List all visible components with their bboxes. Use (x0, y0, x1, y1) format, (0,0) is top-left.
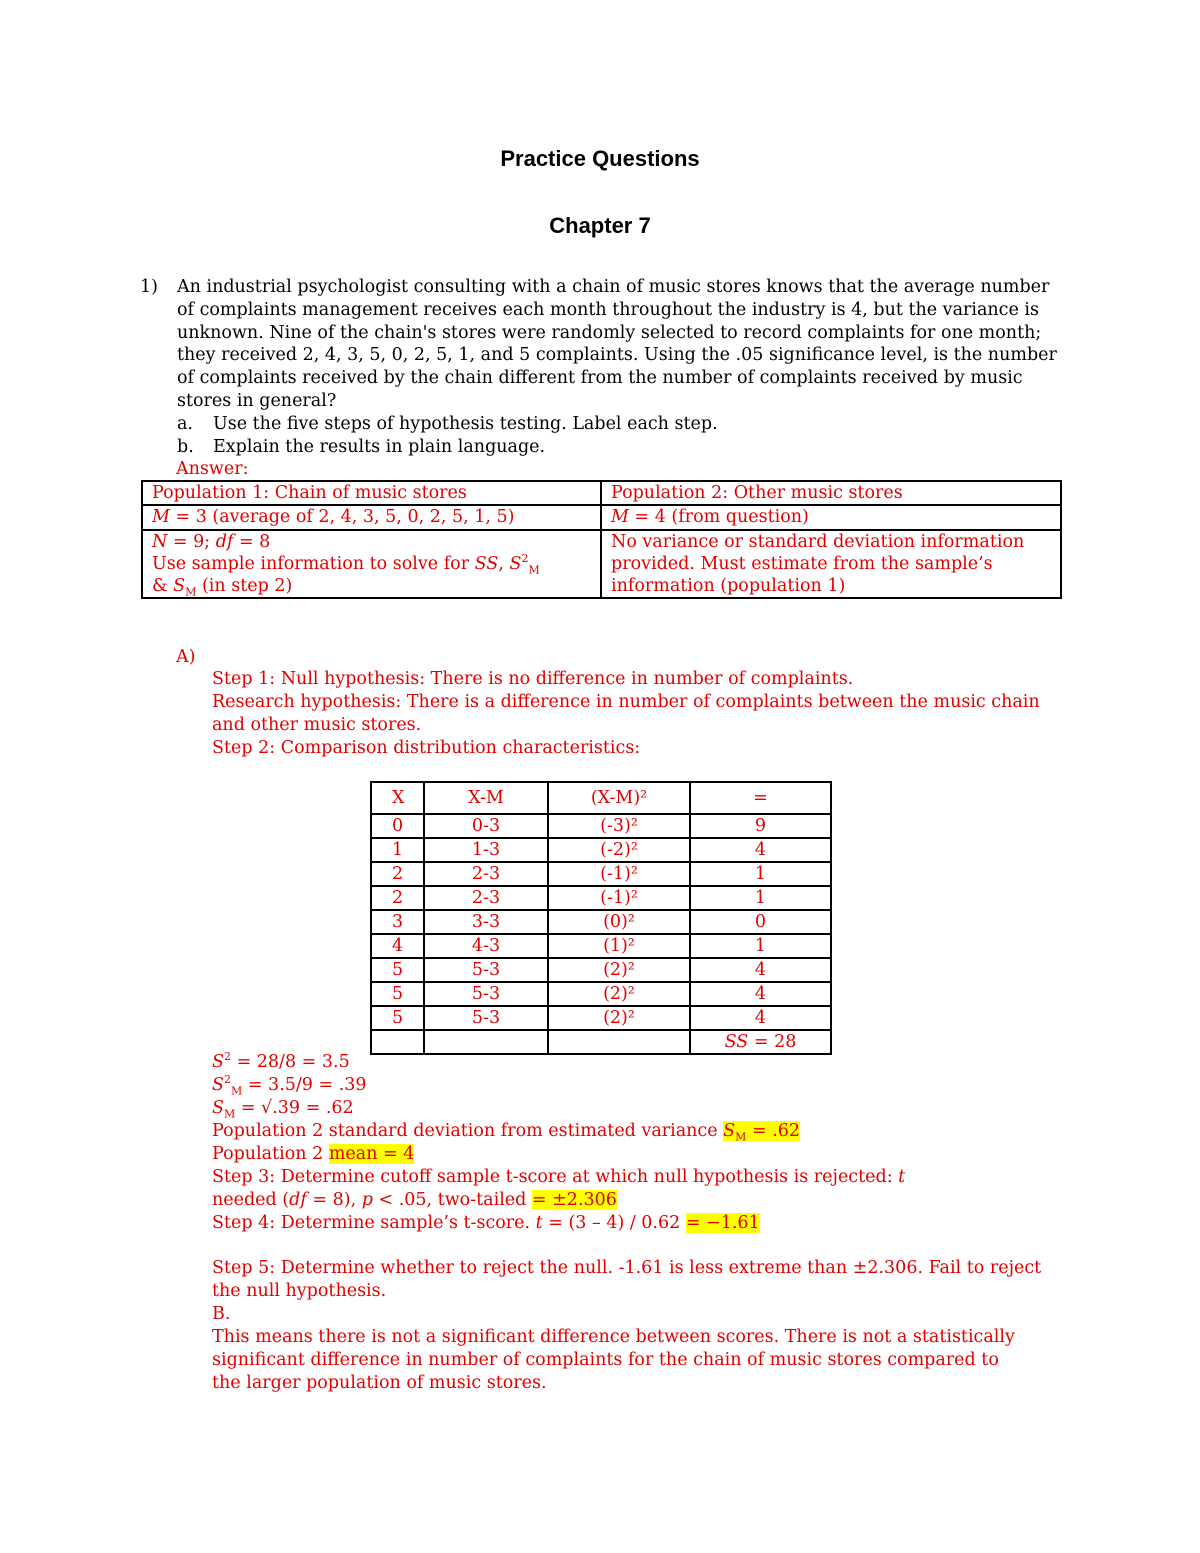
table-row (142, 505, 1061, 529)
ampersand: & (152, 576, 174, 597)
cell: (2)² (548, 1006, 690, 1030)
cell: (0)² (548, 910, 690, 934)
answer-b-text: This means there is not a significant difference between scores. There is not a statistically significant difference in number of complaints for the chain of music stores compared to the larger population of music stores. (212, 1327, 1015, 1393)
var-p: p (361, 1190, 373, 1210)
sub-m: M (224, 1107, 236, 1121)
population-table (141, 480, 1062, 599)
var-df: df (215, 531, 234, 552)
part-text: Use the five steps of hypothesis testing. Label each step. (213, 414, 718, 434)
cell: 1 (690, 886, 831, 910)
population-2-mean-line (212, 1143, 1072, 1166)
document-title: Practice Questions (500, 146, 700, 171)
step-3-text: = 8), (306, 1190, 362, 1210)
pop2-mean-text: Population 2 (212, 1144, 329, 1164)
answer-a-label: A) (176, 647, 196, 667)
cell: (-1)² (548, 886, 690, 910)
answer-label: Answer: (176, 459, 249, 479)
mean-text: = 3 (average of 2, 4, 3, 5, 0, 2, 5, 1, 5) (169, 507, 515, 528)
var-sm: S (173, 576, 186, 597)
step-3-line-1 (212, 1166, 1072, 1189)
var-m: M (152, 507, 170, 528)
var-n: N (152, 531, 168, 552)
mean-text: = 4 (from question) (628, 507, 809, 528)
cutoff-highlight: = ±2.306 (531, 1190, 617, 1210)
part-text: Explain the results in plain language. (213, 437, 546, 457)
cell: 4 (690, 982, 831, 1006)
comma: , (498, 553, 510, 574)
cell: 2-3 (424, 886, 548, 910)
sub-m: M (185, 585, 197, 599)
cell: 0 (371, 814, 424, 838)
cell: 3 (371, 910, 424, 934)
var-m: M (611, 507, 629, 528)
var-ss: SS (724, 1032, 749, 1052)
variance-line (212, 1051, 1072, 1074)
table-row (371, 838, 831, 862)
table-row (371, 1006, 831, 1030)
cell: 1 (371, 838, 424, 862)
pop2-mean-highlight: mean = 4 (328, 1144, 415, 1164)
cell: 3-3 (424, 910, 548, 934)
part-label: b. (177, 437, 194, 457)
cell: 2 (371, 862, 424, 886)
cell: (1)² (548, 934, 690, 958)
cell: 9 (690, 814, 831, 838)
use-text: Use sample information to solve for (152, 553, 475, 574)
variance-of-mean-line (212, 1074, 1072, 1097)
question-number: 1) (140, 277, 158, 297)
chapter-heading: Chapter 7 (549, 213, 651, 238)
n-text: = 9; (167, 531, 216, 552)
ss-calculation-table (370, 781, 832, 1055)
df-text: = 8 (233, 531, 271, 552)
research-hypothesis: Research hypothesis: There is a difference in number of complaints between the music chain and other music stores. (212, 692, 1040, 735)
sup-2: 2 (224, 1050, 231, 1064)
table-row (371, 958, 831, 982)
step-3-text: needed ( (212, 1190, 290, 1210)
population-1-header: Population 1: Chain of music stores (142, 481, 601, 505)
table-header-row (371, 782, 831, 814)
cell: 4 (690, 1006, 831, 1030)
step-2-text: Step 2: Comparison distribution characteristics: (212, 738, 641, 758)
variance-of-mean-text: = 3.5/9 = .39 (242, 1075, 367, 1095)
cell: 4 (690, 838, 831, 862)
sup-2: 2 (224, 1073, 231, 1087)
cell: (-3)² (548, 814, 690, 838)
cell: 5 (371, 958, 424, 982)
cell: 4-3 (424, 934, 548, 958)
sub-m: M (231, 1084, 243, 1098)
cell: (2)² (548, 982, 690, 1006)
sup-2: 2 (521, 552, 529, 566)
part-label: a. (177, 414, 193, 434)
step-4-text: = (3 – 4) / 0.62 (542, 1213, 686, 1233)
question-part-a (177, 413, 1037, 436)
var-s2m: S (509, 553, 522, 574)
population-2-sd-line (212, 1120, 1072, 1143)
cell: 1-3 (424, 838, 548, 862)
population-2-mean (601, 505, 1061, 529)
cell: (-2)² (548, 838, 690, 862)
sd-of-mean-line (212, 1097, 1072, 1120)
population-1-mean (142, 505, 601, 529)
table-row (371, 934, 831, 958)
sd-of-mean-text: = √.39 = .62 (235, 1098, 354, 1118)
cell: 5-3 (424, 958, 548, 982)
table-row (371, 886, 831, 910)
step-4-text: Step 4: Determine sample’s t-score. (212, 1213, 536, 1233)
step-3-text: < .05, two-tailed (372, 1190, 532, 1210)
ss-value: = 28 (748, 1032, 797, 1052)
step-3-text: Step 3: Determine cutoff sample t-score at which null hypothesis is rejected: (212, 1167, 899, 1187)
pop2-sd-value: = .62 (746, 1121, 801, 1141)
step-5-text: Step 5: Determine whether to reject the null. -1.61 is less extreme than ±2.306. Fail to reject the null hypothesis. (212, 1258, 1042, 1301)
variance-text: = 28/8 = 3.5 (231, 1052, 350, 1072)
cell: 1 (690, 934, 831, 958)
step-3-line-2 (212, 1189, 1072, 1212)
table-row (371, 982, 831, 1006)
cell: 5-3 (424, 1006, 548, 1030)
sub-m: M (528, 563, 540, 577)
header-squared: (X-M)² (548, 782, 690, 814)
header-x: X (371, 782, 424, 814)
var-ss: SS (474, 553, 499, 574)
cell: 1 (690, 862, 831, 886)
header-equals: = (690, 782, 831, 814)
header-x-minus-m: X-M (424, 782, 548, 814)
cell: 5 (371, 982, 424, 1006)
question-text: An industrial psychologist consulting with a chain of music stores knows that the average number of complaints management receives each month throughout the industry is 4, but the variance is unknown. Nine of the chain's stores were randomly selected to record complaints for one month; they received 2, 4, 3, 5, 0, 2, 5, 1, and 5 complaints. Using the .05 significance level, is the number of complaints received by the chain different from the number of complaints received by music stores in general? (177, 277, 1057, 411)
var-s: S (212, 1098, 224, 1118)
cell: 2 (371, 886, 424, 910)
cell: 0 (690, 910, 831, 934)
step-1-text: Step 1: Null hypothesis: There is no difference in number of complaints. (212, 669, 854, 689)
table-row (142, 481, 1061, 505)
var-t: t (535, 1213, 543, 1233)
cell: 0-3 (424, 814, 548, 838)
cell: 5 (371, 1006, 424, 1030)
var-df: df (289, 1190, 307, 1210)
cell: (2)² (548, 958, 690, 982)
var-t: t (898, 1167, 906, 1187)
answer-b-label: B. (212, 1304, 231, 1324)
step-4-line (212, 1212, 1072, 1235)
table-row (142, 530, 1061, 599)
population-2-info: No variance or standard deviation information provided. Must estimate from the sample’s information (population 1) (601, 530, 1061, 599)
pop2-sd-text: Population 2 standard deviation from estimated variance (212, 1121, 724, 1141)
t-score-highlight: = −1.61 (685, 1213, 760, 1233)
cell: 4 (371, 934, 424, 958)
population-2-header: Population 2: Other music stores (601, 481, 1061, 505)
cell: 2-3 (424, 862, 548, 886)
table-row (371, 814, 831, 838)
var-s: S (212, 1052, 224, 1072)
question-part-b (177, 436, 1037, 459)
table-row (371, 910, 831, 934)
var-s: S (212, 1075, 224, 1095)
population-1-info (142, 530, 601, 599)
var-s: S (723, 1121, 736, 1141)
pop2-sd-highlight (723, 1121, 801, 1144)
step-note: (in step 2) (196, 576, 293, 597)
table-row (371, 862, 831, 886)
cell: 4 (690, 958, 831, 982)
cell: 5-3 (424, 982, 548, 1006)
cell: (-1)² (548, 862, 690, 886)
sub-m: M (735, 1130, 747, 1144)
